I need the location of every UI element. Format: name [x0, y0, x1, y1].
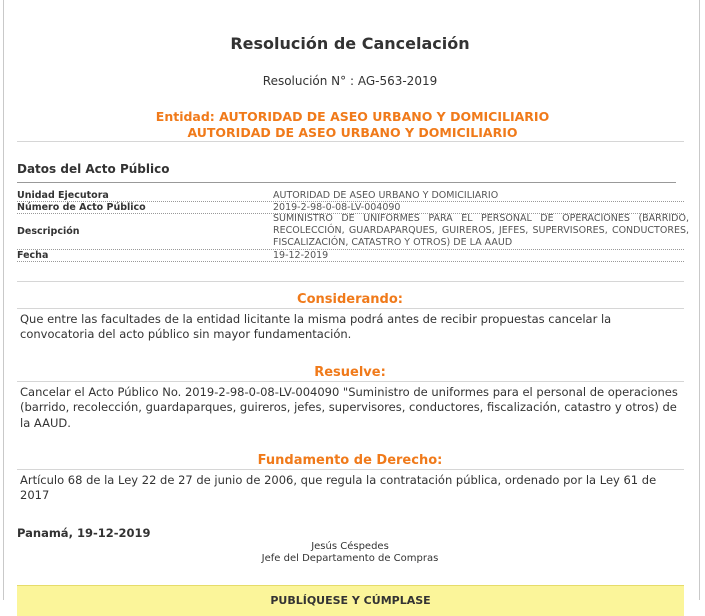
field-value-description: SUMINISTRO DE UNIFORMES PARA EL PERSONAL DE OPERACIONES (BARRIDO, RECOLECCIÓN, GUARDAPARQUES, GUIREROS, JEFES, SUPERVISORES, CONDUCTORES, FISCALIZACIÓN, CATASTRO Y OTROS) DE LA AAUD [273, 213, 689, 249]
signer-name: Jesús Céspedes [311, 541, 389, 552]
publish-banner-text: PUBLÍQUESE Y CÚMPLASE [270, 594, 431, 607]
field-value-act-number: 2019-2-98-0-08-LV-004090 [273, 202, 401, 213]
divider [17, 182, 676, 183]
entity-name-repeat: AUTORIDAD DE ASEO URBANO Y DOMICILIARIO [187, 125, 518, 140]
field-label-description: Descripción [17, 226, 80, 237]
public-act-heading: Datos del Acto Público [17, 162, 170, 176]
divider [17, 281, 684, 282]
field-value-date: 19-12-2019 [273, 250, 329, 261]
divider [17, 141, 684, 142]
field-label-executing-unit: Unidad Ejecutora [17, 190, 109, 201]
fundamento-text: Artículo 68 de la Ley 22 de 27 de junio de 2006, que regula la contratación pública, ordenado por la Ley 61 de 2017 [20, 473, 657, 503]
field-label-date: Fecha [17, 250, 49, 261]
divider [17, 308, 684, 309]
fundamento-heading: Fundamento de Derecho: [257, 453, 443, 468]
entity-name: Entidad: AUTORIDAD DE ASEO URBANO Y DOMICILIARIO [155, 109, 550, 124]
resuelve-heading: Resuelve: [314, 365, 386, 380]
field-label-act-number: Número de Acto Público [17, 202, 146, 213]
considerando-heading: Considerando: [297, 292, 403, 307]
signer-title: Jefe del Departamento de Compras [261, 553, 439, 564]
place-date: Panamá, 19-12-2019 [17, 526, 151, 540]
resuelve-text: Cancelar el Acto Público No. 2019-2-98-0-08-LV-004090 "Suministro de uniformes para el personal de operaciones (barrido, recolección, guardaparques, guireros, jefes, supervisores, conductores, fiscalización, catastro y otros) de la AAUD. [20, 385, 678, 430]
field-value-executing-unit: AUTORIDAD DE ASEO URBANO Y DOMICILIARIO [273, 190, 499, 201]
divider [17, 469, 684, 470]
divider [17, 381, 684, 382]
considerando-text: Que entre las facultades de la entidad licitante la misma podrá antes de recibir propuestas cancelar la convocatoria del acto público sin mayor fundamentación. [20, 312, 612, 342]
resolution-number: Resolución N° : AG-563-2019 [262, 74, 438, 88]
publish-banner [17, 585, 684, 616]
document-title: Resolución de Cancelación [230, 34, 470, 53]
dotted-separator [17, 261, 684, 262]
dotted-separator [17, 249, 684, 250]
